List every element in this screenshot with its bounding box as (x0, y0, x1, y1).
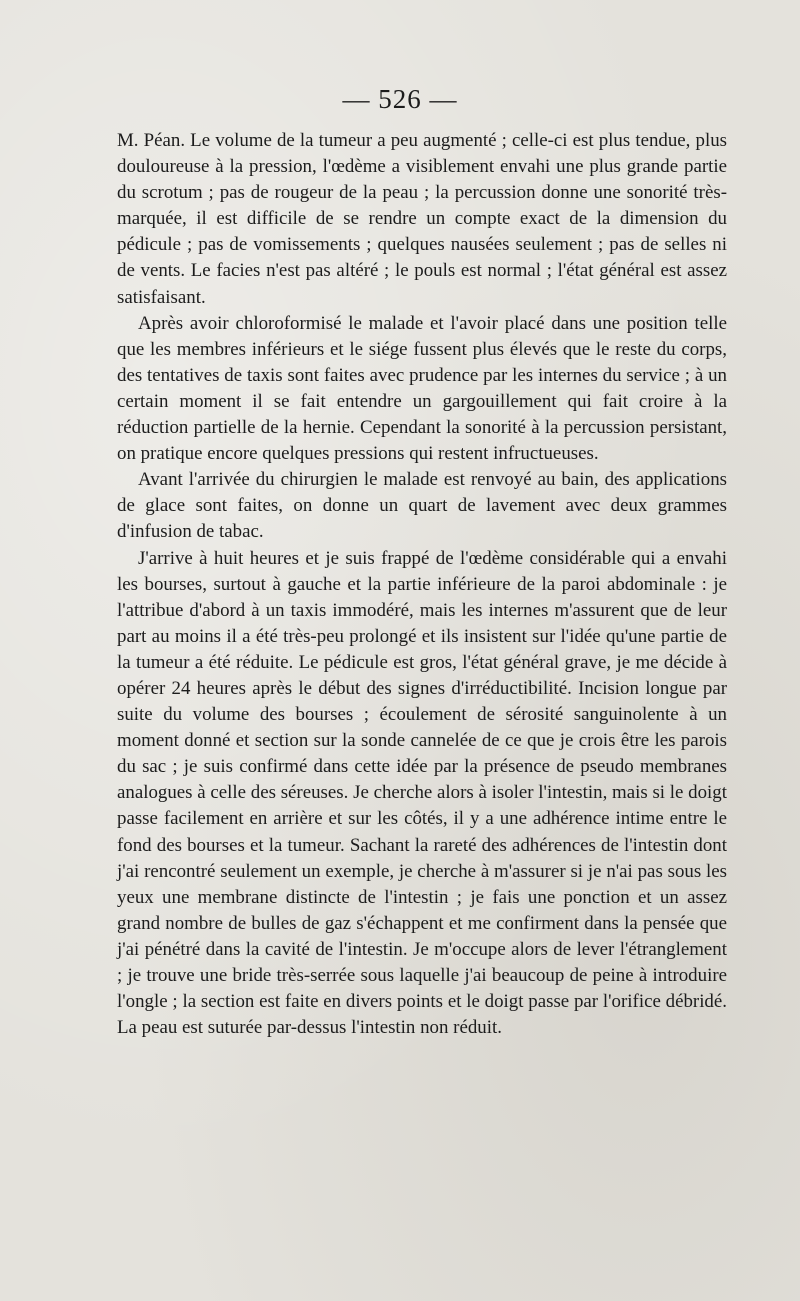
body-text (117, 128, 727, 1041)
paragraph-4: J'arrive à huit heures et je suis frappé de l'œdème considérable qui a envahi les bourses, surtout à gauche et la partie inférieure de la paroi abdominale : je l'attribue d'abord à un taxis immodéré, mais les internes m'assurent que de leur part au moins il a été très-peu prolongé et ils insistent sur l'idée qu'une partie de la tumeur a été réduite. Le pédicule est gros, l'état général grave, je me décide à opérer 24 heures après le début des signes d'irréductibilité. Incision longue par suite du volume des bourses ; écoulement de sérosité sanguinolente à un moment donné et section sur la sonde cannelée de ce que je crois être les parois du sac ; je suis confirmé dans cette idée par la présence de pseudo membranes analogues à celle des séreuses. Je cherche alors à isoler l'intestin, mais si le doigt passe facilement en arrière et sur les côtés, il y a une adhérence intime entre le fond des bourses et la tumeur. Sachant la rareté des adhérences de l'intestin dont j'ai rencontré seulement un exemple, je cherche à m'assurer si je n'ai pas sous les yeux une membrane distincte de l'intestin ; je fais une ponction et un assez grand nombre de bulles de gaz s'échappent et me confirment dans la pensée que j'ai pénétré dans la cavité de l'intestin. Je m'occupe alors de lever l'étranglement ; je trouve une bride très-serrée sous laquelle j'ai beaucoup de peine à introduire l'ongle ; la section est faite en divers points et le doigt passe par l'orifice débridé. La peau est suturée par-dessus l'intestin non réduit. (117, 547, 727, 1039)
paragraph-2: Après avoir chloroformisé le malade et l'avoir placé dans une position telle que les membres inférieurs et le siége fussent plus élevés que le reste du corps, des tentatives de taxis sont faites avec prudence par les internes du service ; à un certain moment il se fait entendre un gargouillement qui fait croire à la réduction partielle de la hernie. Cependant la sonorité à la percussion persistant, on pratique encore quelques pressions qui restent infructueuses. (117, 312, 727, 465)
page-number: — 526 — (342, 84, 458, 114)
paragraph-3: Avant l'arrivée du chirurgien le malade est renvoyé au bain, des applications de glace sont faites, on donne un quart de lavement avec deux grammes d'infusion de tabac. (117, 469, 727, 543)
paragraph-1: M. Péan. Le volume de la tumeur a peu augmenté ; celle-ci est plus tendue, plus douloureuse à la pression, l'œdème a visiblement envahi une plus grande partie du scrotum ; pas de rougeur de la peau ; la percussion donne une sonorité très-marquée, il est difficile de se rendre un compte exact de la dimension du pédicule ; pas de vomissements ; quelques nausées seulement ; pas de selles ni de vents. Le facies n'est pas altéré ; le pouls est normal ; l'état général est assez satisfaisant. (117, 130, 727, 308)
